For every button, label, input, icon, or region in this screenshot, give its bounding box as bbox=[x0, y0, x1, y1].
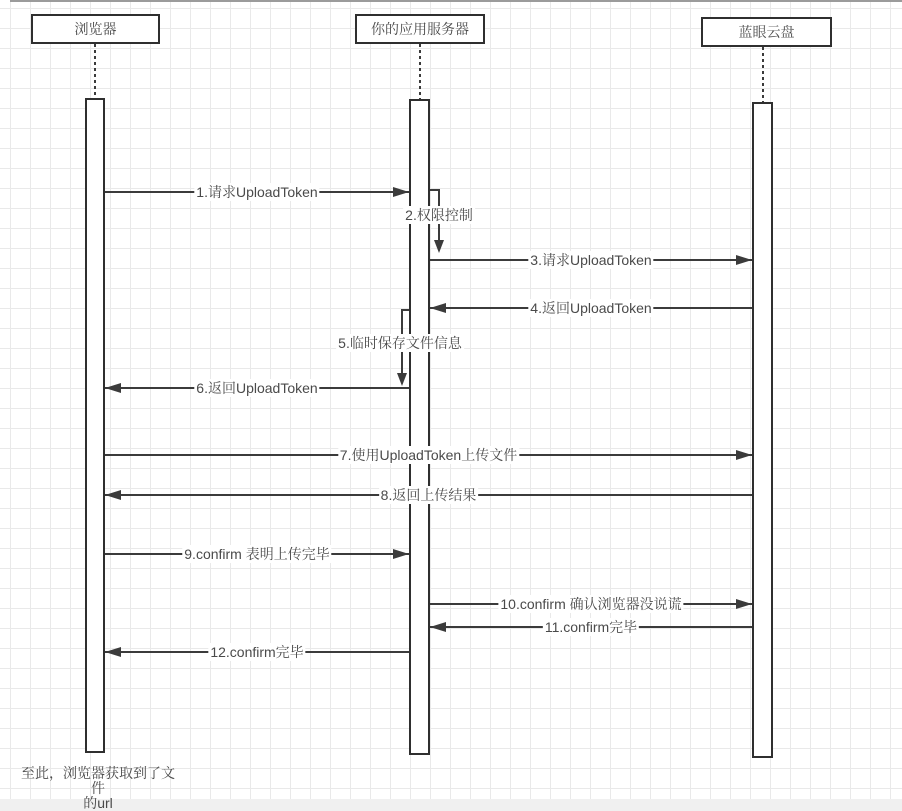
lifeline-browser bbox=[94, 44, 96, 98]
message-8[interactable] bbox=[105, 484, 752, 506]
footnote-line-1: 至此，浏览器获取到了文件 bbox=[21, 765, 175, 796]
message-label-6: 6.返回UploadToken bbox=[196, 380, 318, 396]
message-6[interactable] bbox=[105, 377, 409, 399]
arrowhead-icon bbox=[430, 622, 446, 632]
message-label-1: 1.请求UploadToken bbox=[196, 184, 318, 200]
activation-bar-cloud[interactable] bbox=[752, 102, 773, 758]
actor-box-app[interactable] bbox=[355, 14, 485, 44]
arrowhead-icon bbox=[736, 255, 752, 265]
arrowhead-icon bbox=[736, 599, 752, 609]
message-4[interactable] bbox=[430, 297, 752, 319]
message-12[interactable] bbox=[105, 641, 409, 663]
message-label-12: 12.confirm完毕 bbox=[210, 644, 304, 660]
canvas-top-edge bbox=[10, 0, 902, 2]
message-line bbox=[402, 309, 409, 311]
footnote-line-2: 的url bbox=[83, 795, 113, 811]
arrowhead-icon bbox=[105, 490, 121, 500]
arrowhead-icon bbox=[430, 303, 446, 313]
message-label-3: 3.请求UploadToken bbox=[530, 252, 652, 268]
message-9[interactable] bbox=[105, 543, 409, 565]
message-label-10: 10.confirm 确认浏览器没说谎 bbox=[500, 596, 682, 612]
lifeline-cloud bbox=[762, 47, 764, 102]
arrowhead-icon bbox=[105, 383, 121, 393]
footnote[interactable] bbox=[18, 766, 178, 811]
lifeline-app bbox=[419, 44, 421, 99]
message-label-4: 4.返回UploadToken bbox=[530, 300, 652, 316]
actor-label-cloud: 蓝眼云盘 bbox=[738, 24, 795, 40]
message-7[interactable] bbox=[105, 444, 752, 466]
message-label-2: 2.权限控制 bbox=[405, 207, 473, 223]
message-1[interactable] bbox=[105, 181, 409, 203]
message-label-8: 8.返回上传结果 bbox=[380, 487, 477, 503]
message-10[interactable] bbox=[430, 593, 752, 615]
message-label-5: 5.临时保存文件信息 bbox=[338, 335, 462, 351]
actor-label-browser: 浏览器 bbox=[74, 21, 117, 37]
arrowhead-icon bbox=[736, 450, 752, 460]
arrowhead-icon bbox=[393, 549, 409, 559]
activation-bar-browser[interactable] bbox=[85, 98, 105, 753]
actor-box-browser[interactable] bbox=[31, 14, 160, 44]
activation-bar-app[interactable] bbox=[409, 99, 430, 755]
message-label-7: 7.使用UploadToken上传文件 bbox=[339, 447, 518, 463]
message-11[interactable] bbox=[430, 616, 752, 638]
arrowhead-icon bbox=[105, 647, 121, 657]
actor-label-app: 你的应用服务器 bbox=[371, 21, 469, 37]
actor-box-cloud[interactable] bbox=[701, 17, 832, 47]
message-label-11: 11.confirm完毕 bbox=[544, 619, 638, 635]
arrowhead-icon bbox=[393, 187, 409, 197]
message-label-9: 9.confirm 表明上传完毕 bbox=[184, 546, 330, 562]
message-3[interactable] bbox=[430, 249, 752, 271]
